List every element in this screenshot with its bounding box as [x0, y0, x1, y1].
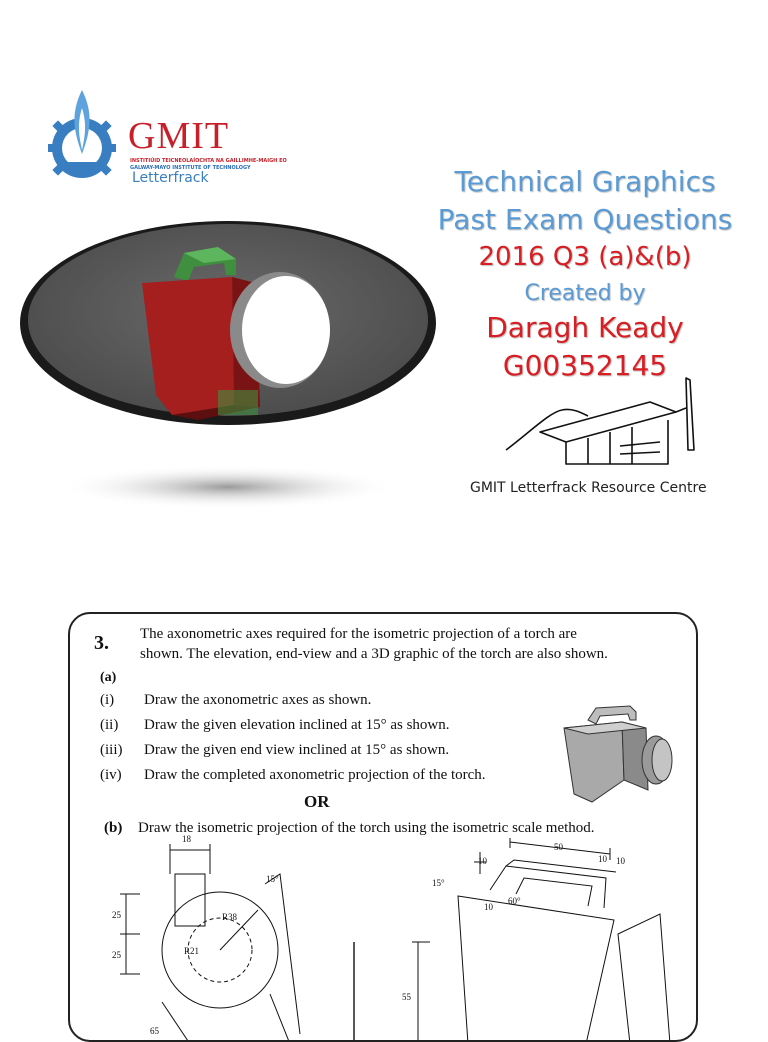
dim-r21: R21: [184, 946, 200, 956]
gmit-gear-flame-icon: [40, 80, 130, 190]
sub-item-text: Draw the axonometric axes as shown.: [144, 692, 372, 708]
title-past-exam-questions: Past Exam Questions: [437, 203, 733, 236]
sub-item-number: (iii): [100, 742, 123, 758]
part-a-label: (a): [100, 670, 117, 685]
dim-15-angle-elev: 15°: [432, 878, 445, 888]
part-b-label: (b): [104, 820, 123, 836]
part-b-text: Draw the isometric projection of the torch using the isometric scale method.: [138, 820, 595, 836]
sub-item-number: (ii): [100, 717, 119, 733]
logo-wordmark: GMIT: [128, 115, 230, 157]
dim-25-a: 25: [112, 910, 121, 920]
dim-25-b: 25: [112, 950, 121, 960]
logo-campus: Letterfrack: [132, 170, 209, 186]
torch-3d-illustration: [18, 215, 438, 515]
gmit-logo: [40, 80, 287, 190]
torch-grey-3d-graphic: [558, 702, 678, 810]
question-intro-line-1: The axonometric axes required for the isometric projection of a torch are: [140, 626, 577, 642]
dim-r38: R38: [222, 912, 238, 922]
resource-centre-caption: GMIT Letterfrack Resource Centre: [470, 480, 707, 496]
sub-item-number: (i): [100, 692, 115, 708]
resource-centre-building-sketch: [500, 372, 710, 472]
question-intro-line-2: shown. The elevation, end-view and a 3D graphic of the torch are also shown.: [140, 646, 608, 662]
dim-10-d: 10: [484, 902, 493, 912]
sub-item-text: Draw the completed axonometric projection of the torch.: [144, 767, 486, 783]
title-created-by: Created by: [524, 281, 646, 306]
logo-english-name: GALWAY-MAYO INSTITUTE OF TECHNOLOGY: [130, 165, 251, 171]
logo-irish-name: INSTITIÚID TEICNEOLAÍOCHTA NA GAILLIMHE-MAIGH EO: [130, 158, 287, 164]
sub-item-number: (iv): [100, 767, 122, 783]
dim-15-angle-end: 15°: [266, 874, 279, 884]
sub-item-text: Draw the given elevation inclined at 15° as shown.: [144, 717, 450, 733]
dim-50: 50: [554, 842, 563, 852]
title-author-name: Daragh Keady: [486, 311, 684, 344]
title-student-id: G00352145: [502, 349, 668, 382]
dim-65: 65: [150, 1026, 159, 1036]
dim-10-a: 10: [598, 854, 607, 864]
title-year-question: 2016 Q3 (a)&(b): [478, 242, 692, 272]
exam-question-panel: [68, 612, 698, 1042]
question-number: 3.: [94, 632, 109, 654]
dim-10-c: 10: [478, 856, 487, 866]
or-separator: OR: [304, 792, 330, 811]
dim-60-angle: 60°: [508, 896, 521, 906]
title-technical-graphics: Technical Graphics: [454, 165, 716, 198]
dim-10-b: 10: [616, 856, 625, 866]
dim-55: 55: [402, 992, 411, 1002]
torch-technical-drawings: [70, 834, 698, 1042]
sub-item-text: Draw the given end view inclined at 15° as shown.: [144, 742, 450, 758]
dim-18: 18: [182, 834, 191, 844]
